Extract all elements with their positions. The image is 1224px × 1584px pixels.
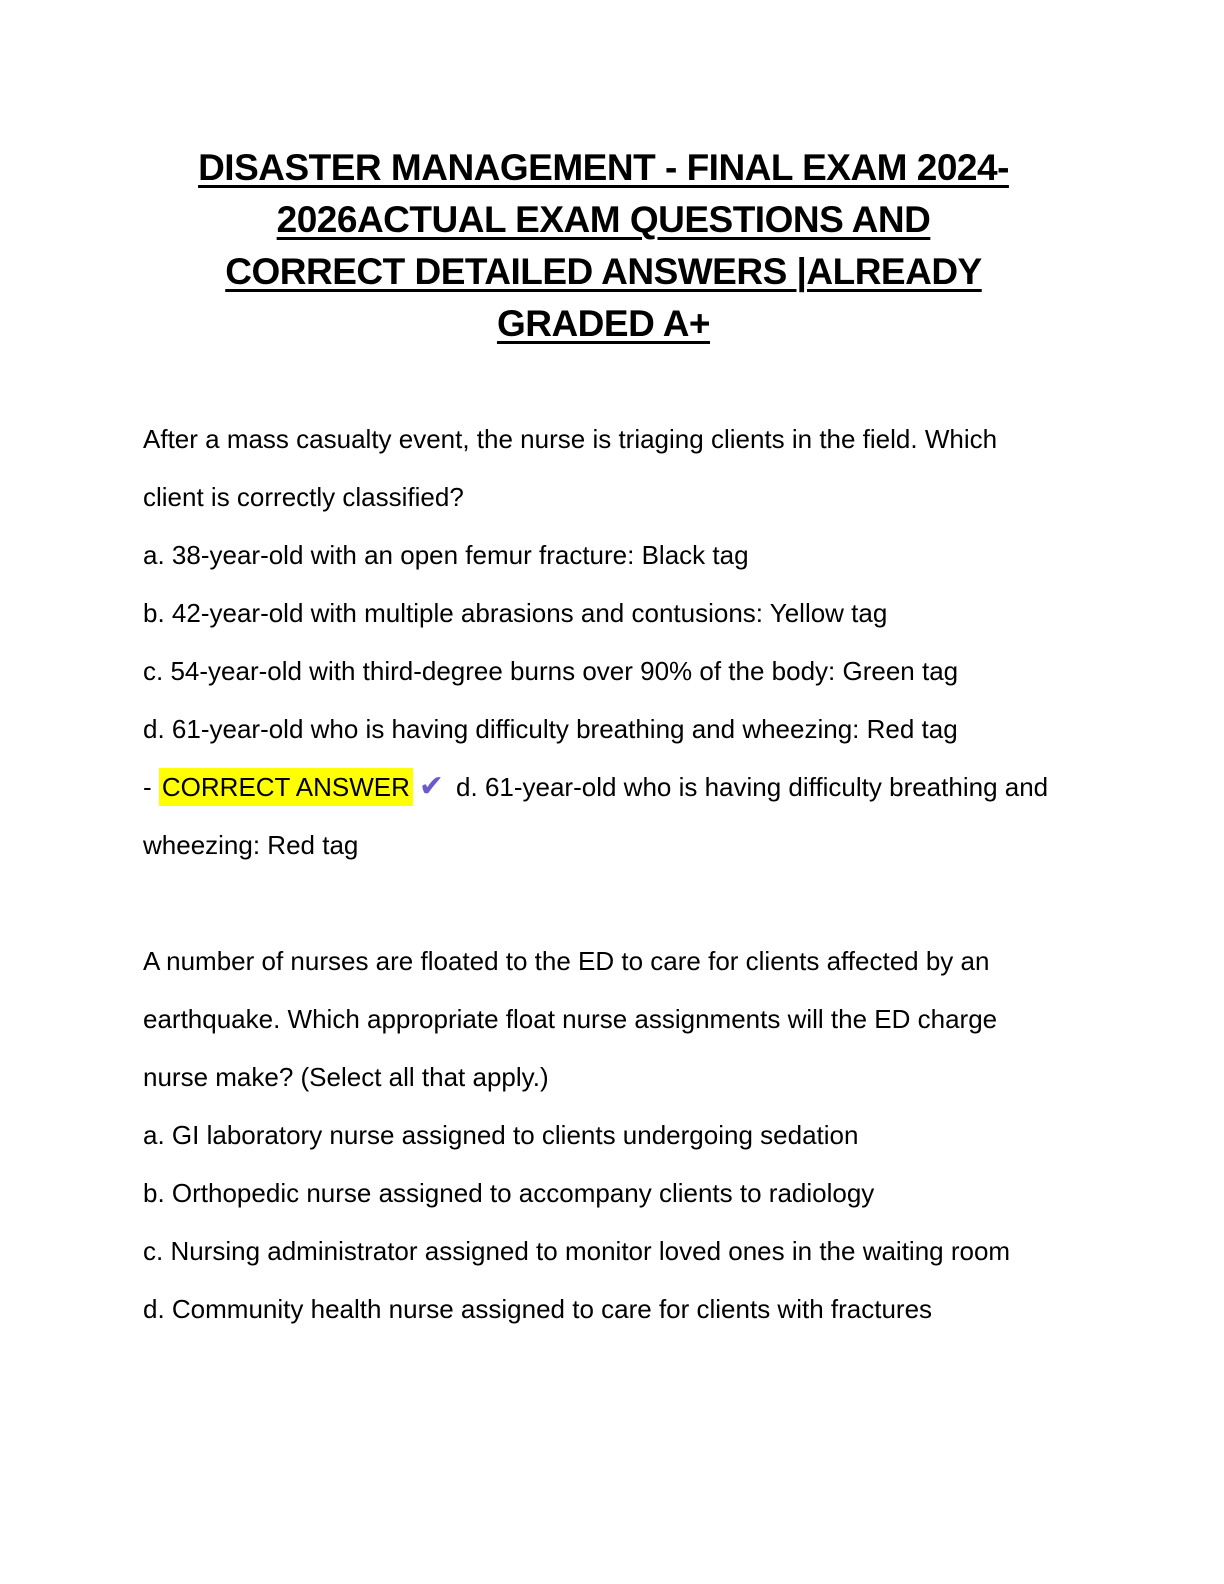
answer-option-a: a. 38-year-old with an open femur fracture: Black tag <box>143 540 749 570</box>
document-body <box>143 410 1064 1338</box>
checkmark-icon: ✔ <box>418 770 445 803</box>
title-line-4: GRADED A+ <box>496 303 711 344</box>
answer-option-d: d. Community health nurse assigned to care for clients with fractures <box>143 1294 933 1324</box>
question-block-2 <box>143 932 1064 1338</box>
answer-option-d: d. 61-year-old who is having difficulty breathing and wheezing: Red tag <box>143 714 958 744</box>
answer-option-b: b. 42-year-old with multiple abrasions and contusions: Yellow tag <box>143 598 888 628</box>
correct-answer-line <box>143 758 1064 874</box>
correct-answer-label: CORRECT ANSWER <box>159 768 413 806</box>
title-line-2: 2026ACTUAL EXAM QUESTIONS AND <box>276 199 931 240</box>
question-stem: A number of nurses are floated to the ED to care for clients affected by an earthquake. Which appropriate float nurse assignments will the ED charge nurse make? (Select all that apply.) <box>143 946 998 1092</box>
answer-option-a: a. GI laboratory nurse assigned to clients undergoing sedation <box>143 1120 859 1150</box>
correct-answer-text: d. 61-year-old who is having difficulty breathing and wheezing: Red tag <box>143 772 1049 860</box>
answer-option-c: c. 54-year-old with third-degree burns over 90% of the body: Green tag <box>143 656 959 686</box>
title-line-1: DISASTER MANAGEMENT - FINAL EXAM 2024- <box>198 147 1009 188</box>
answer-option-c: c. Nursing administrator assigned to monitor loved ones in the waiting room <box>143 1236 1011 1266</box>
document-title <box>143 142 1064 350</box>
question-stem: After a mass casualty event, the nurse is triaging clients in the field. Which client is correctly classified? <box>143 424 998 512</box>
answer-prefix: - <box>143 772 159 802</box>
question-block-1 <box>143 410 1064 874</box>
answer-option-b: b. Orthopedic nurse assigned to accompany clients to radiology <box>143 1178 875 1208</box>
title-line-3: CORRECT DETAILED ANSWERS |ALREADY <box>225 251 982 292</box>
